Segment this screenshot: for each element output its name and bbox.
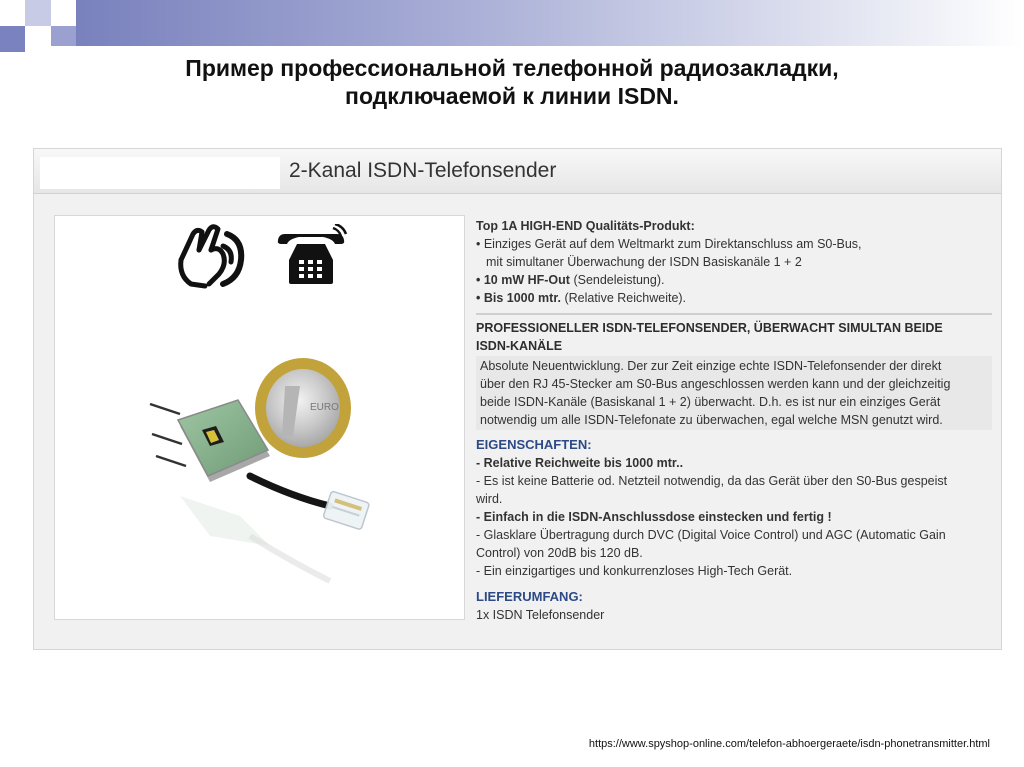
description-line: beide ISDN-Kanäle (Basiskanal 1 + 2) überwacht. D.h. es ist nur ein einziges Gerät: [480, 395, 941, 409]
source-link[interactable]: https://www.spyshop-online.com/telefon-abhoergeraete/isdn-phonetransmitter.html: [588, 738, 990, 750]
professional-heading: [476, 313, 992, 355]
product-image-box: [54, 215, 465, 620]
professional-heading-line: PROFESSIONELLER ISDN-TELEFONSENDER, ÜBERWACHT SIMULTAN BEIDE: [476, 321, 943, 335]
description-line: über den RJ 45-Stecker am S0-Bus angeschlossen werden kann und der gleichzeitig: [480, 377, 951, 391]
coin-label: EURO: [310, 402, 339, 413]
decor-square: [51, 0, 76, 26]
bullet-bold: • 10 mW HF-Out: [476, 273, 570, 287]
product-screenshot-panel: [33, 148, 1002, 650]
feature-item: - Relative Reichweite bis 1000 mtr..: [476, 456, 684, 470]
decor-square: [0, 26, 25, 52]
feature-item: - Ein einzigartiges und konkurrenzloses High-Tech Gerät.: [476, 564, 793, 578]
description-line: notwendig um alle ISDN-Telefonate zu überwachen, egal welche MSN genutzt wird.: [480, 413, 943, 427]
bullet-rest: (Sendeleistung).: [569, 273, 665, 287]
feature-bullet: [476, 289, 992, 307]
feature-item: - Es ist keine Batterie od. Netzteil notwendig, da das Gerät über den S0-Bus gespeist: [476, 474, 948, 488]
header-blank-area: [40, 157, 280, 189]
telephone-icon: [271, 224, 351, 286]
product-description: [476, 217, 992, 624]
description-block: [476, 356, 992, 430]
slide-title-line1: Пример профессиональной телефонной радиозакладки,: [185, 55, 839, 81]
feature-bullet-continued: mit simultaner Überwachung der ISDN Basiskanäle 1 + 2: [486, 255, 802, 269]
feature-bullet: [476, 271, 992, 289]
ear-listening-icon: [175, 220, 247, 290]
delivery-heading: LIEFERUMFANG:: [476, 589, 583, 604]
features-heading: EIGENSCHAFTEN:: [476, 437, 592, 452]
feature-bullet: • Einziges Gerät auf dem Weltmarkt zum Direktanschluss am S0-Bus,: [476, 237, 862, 251]
top-quality-heading: Top 1A HIGH-END Qualitäts-Produkt:: [476, 219, 695, 233]
slide-title: [80, 54, 944, 110]
decor-square: [0, 0, 25, 26]
feature-item-continued: Control) von 20dB bis 120 dB.: [476, 546, 643, 560]
bullet-bold: • Bis 1000 mtr.: [476, 291, 561, 305]
product-title: 2-Kanal ISDN-Telefonsender: [289, 159, 557, 182]
slide-title-line2: подключаемой к линии ISDN.: [345, 83, 679, 109]
decorative-top-bar: [0, 0, 1024, 46]
professional-heading-line: ISDN-KANÄLE: [476, 339, 563, 353]
bullet-rest: (Relative Reichweite).: [560, 291, 687, 305]
panel-header: [34, 149, 1001, 194]
feature-item: - Einfach in die ISDN-Anschlussdose einstecken und fertig !: [476, 510, 832, 524]
feature-item: - Glasklare Übertragung durch DVC (Digital Voice Control) und AGC (Automatic Gain: [476, 528, 946, 542]
isdn-transmitter-photo: [140, 346, 370, 606]
delivery-item: 1x ISDN Telefonsender: [476, 608, 605, 622]
description-line: Absolute Neuentwicklung. Der zur Zeit einzige echte ISDN-Telefonsender der direkt: [480, 359, 942, 373]
decor-square: [51, 26, 76, 46]
decor-square: [25, 0, 51, 26]
decor-square: [25, 26, 51, 52]
feature-item-continued: wird.: [476, 492, 503, 506]
